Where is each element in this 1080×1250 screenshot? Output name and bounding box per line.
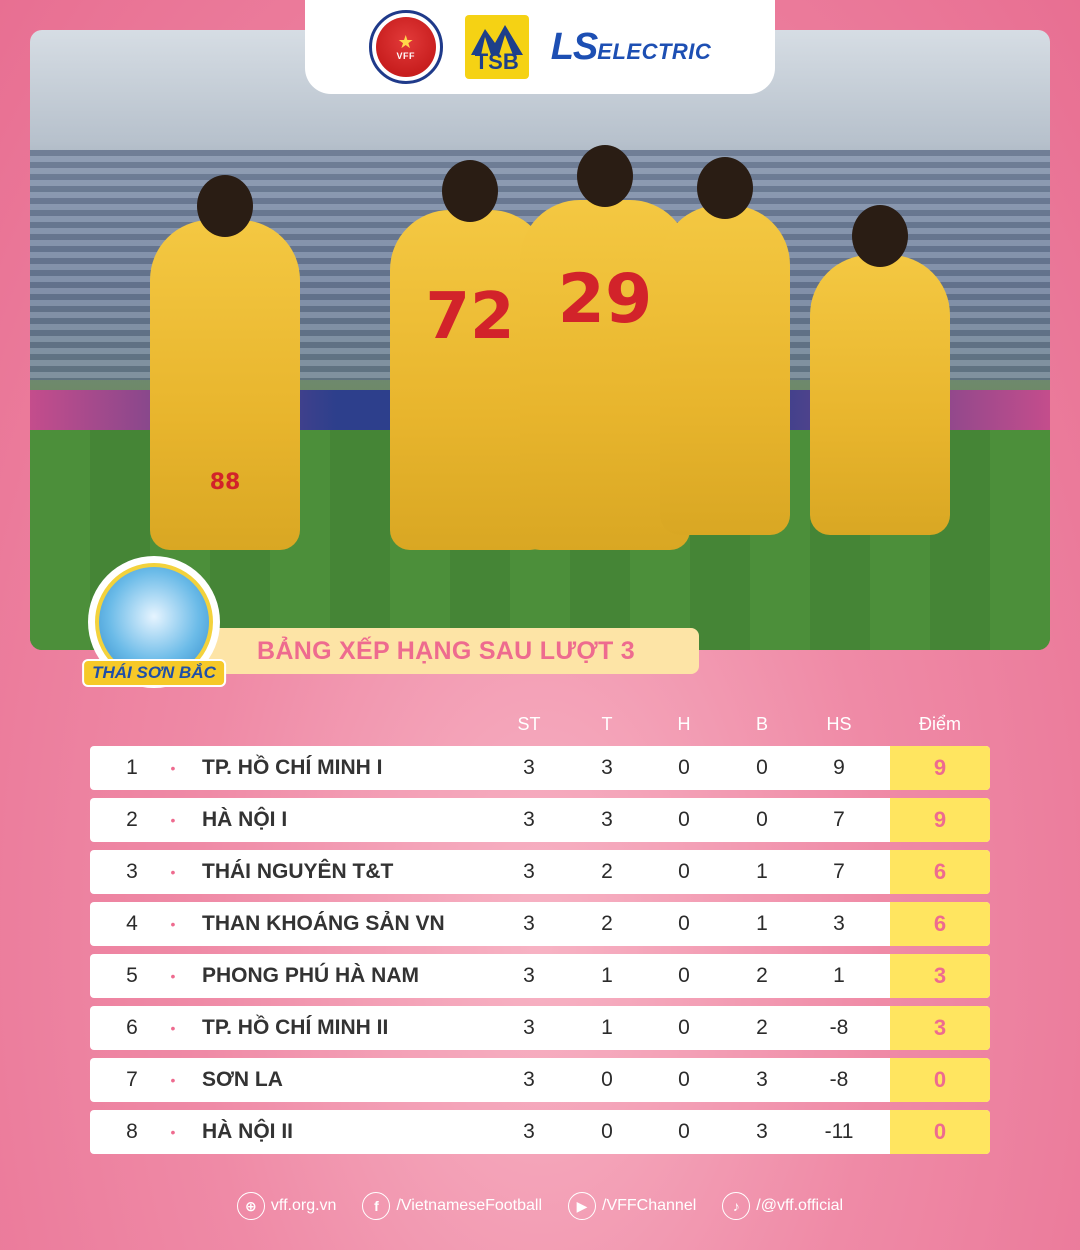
played: 3: [523, 1016, 535, 1039]
header-played: ST: [517, 714, 541, 734]
team-name: TP. HỒ CHÍ MINH I: [202, 756, 383, 779]
lost: 1: [756, 912, 768, 935]
ls-electric-logo: [551, 26, 712, 69]
tournament-badge: [88, 556, 220, 688]
header-won: T: [601, 714, 613, 734]
tiktok-text: /@vff.official: [756, 1197, 844, 1214]
youtube-icon: ▶: [568, 1192, 596, 1220]
youtube-link[interactable]: [568, 1192, 696, 1220]
goal-difference: 3: [833, 912, 845, 935]
lost: 2: [756, 1016, 768, 1039]
goal-difference: -8: [829, 1068, 849, 1091]
team-name: TP. HỒ CHÍ MINH II: [202, 1016, 389, 1039]
star-icon: ★: [397, 32, 414, 52]
goal-difference: -8: [829, 1016, 849, 1039]
played: 3: [523, 1120, 535, 1143]
points: 9: [890, 798, 990, 842]
rank: 3: [126, 860, 138, 883]
lost: 1: [756, 860, 768, 883]
won: 3: [601, 756, 613, 779]
played: 3: [523, 860, 535, 883]
tsb-logo-text: TSB: [474, 49, 519, 74]
rank: 1: [126, 756, 138, 779]
rank: 6: [126, 1016, 138, 1039]
played: 3: [523, 756, 535, 779]
bullet-icon: •: [170, 812, 176, 828]
tiktok-link[interactable]: [722, 1192, 843, 1220]
bullet-icon: •: [170, 1072, 176, 1088]
points: 6: [890, 850, 990, 894]
won: 1: [601, 1016, 613, 1039]
standings-table: [90, 746, 990, 1162]
points: 0: [890, 1110, 990, 1154]
team-name: SƠN LA: [202, 1068, 283, 1091]
drawn: 0: [678, 808, 690, 831]
jersey-number: 29: [557, 260, 653, 339]
vff-logo-text: VFF: [396, 51, 415, 61]
lost: 3: [756, 1068, 768, 1091]
header-drawn: H: [677, 714, 691, 734]
team-name: HÀ NỘI I: [202, 808, 288, 831]
points: 3: [890, 1006, 990, 1050]
tournament-badge-text: THÁI SƠN BẮC: [82, 659, 226, 687]
bullet-icon: •: [170, 864, 176, 880]
table-row: [90, 798, 990, 842]
facebook-text: /VietnameseFootball: [396, 1197, 543, 1214]
bullet-icon: •: [170, 916, 176, 932]
bullet-icon: •: [170, 760, 176, 776]
drawn: 0: [678, 1068, 690, 1091]
drawn: 0: [678, 756, 690, 779]
tiktok-icon: ♪: [722, 1192, 750, 1220]
jersey-number: 72: [425, 280, 515, 354]
youtube-text: /VFFChannel: [602, 1197, 697, 1214]
played: 3: [523, 1068, 535, 1091]
facebook-link[interactable]: [362, 1192, 542, 1220]
team-name: THAN KHOÁNG SẢN VN: [202, 912, 445, 935]
website-link[interactable]: [237, 1192, 337, 1220]
points: 9: [890, 746, 990, 790]
bullet-icon: •: [170, 1020, 176, 1036]
lost: 0: [756, 808, 768, 831]
goal-difference: 7: [833, 808, 845, 831]
won: 2: [601, 860, 613, 883]
ls-logo-sub: ELECTRIC: [597, 38, 712, 64]
bullet-icon: •: [170, 968, 176, 984]
jersey-number: 88: [209, 470, 241, 495]
won: 3: [601, 808, 613, 831]
lost: 3: [756, 1120, 768, 1143]
facebook-icon: f: [362, 1192, 390, 1220]
played: 3: [523, 964, 535, 987]
rank: 7: [126, 1068, 138, 1091]
drawn: 0: [678, 964, 690, 987]
team-name: HÀ NỘI II: [202, 1120, 294, 1143]
drawn: 0: [678, 1120, 690, 1143]
won: 1: [601, 964, 613, 987]
standings-title: BẢNG XẾP HẠNG SAU LƯỢT 3: [205, 628, 699, 674]
drawn: 0: [678, 1016, 690, 1039]
sponsor-bar: [305, 0, 775, 94]
team-name: THÁI NGUYÊN T&T: [202, 860, 394, 883]
rank: 2: [126, 808, 138, 831]
goal-difference: -11: [824, 1120, 854, 1143]
header-points: Điểm: [918, 714, 961, 734]
tsb-logo: [465, 15, 529, 79]
table-row: [90, 902, 990, 946]
played: 3: [523, 912, 535, 935]
points: 6: [890, 902, 990, 946]
rank: 5: [126, 964, 138, 987]
table-header: [90, 710, 990, 740]
footer-social-links: [0, 1188, 1080, 1224]
table-row: [90, 850, 990, 894]
vff-logo: [369, 10, 443, 84]
lost: 2: [756, 964, 768, 987]
player-figure: [660, 205, 790, 535]
lost: 0: [756, 756, 768, 779]
team-photo: [30, 30, 1050, 650]
bullet-icon: •: [170, 1124, 176, 1140]
table-row: [90, 1110, 990, 1154]
player-figure: [150, 220, 300, 550]
won: 0: [601, 1120, 613, 1143]
website-text: vff.org.vn: [270, 1197, 337, 1214]
drawn: 0: [678, 912, 690, 935]
header-goal-difference: HS: [826, 714, 852, 734]
table-row: [90, 746, 990, 790]
team-name: PHONG PHÚ HÀ NAM: [202, 964, 420, 987]
played: 3: [523, 808, 535, 831]
table-row: [90, 1058, 990, 1102]
goal-difference: 9: [833, 756, 845, 779]
header-lost: B: [755, 714, 768, 734]
globe-icon: ⊕: [237, 1192, 265, 1220]
table-row: [90, 1006, 990, 1050]
points: 3: [890, 954, 990, 998]
drawn: 0: [678, 860, 690, 883]
player-figure: [810, 255, 950, 535]
goal-difference: 7: [833, 860, 845, 883]
won: 2: [601, 912, 613, 935]
rank: 8: [126, 1120, 138, 1143]
goal-difference: 1: [833, 964, 845, 987]
table-row: [90, 954, 990, 998]
rank: 4: [126, 912, 138, 935]
points: 0: [890, 1058, 990, 1102]
ls-logo-main: LS: [550, 25, 598, 68]
won: 0: [601, 1068, 613, 1091]
